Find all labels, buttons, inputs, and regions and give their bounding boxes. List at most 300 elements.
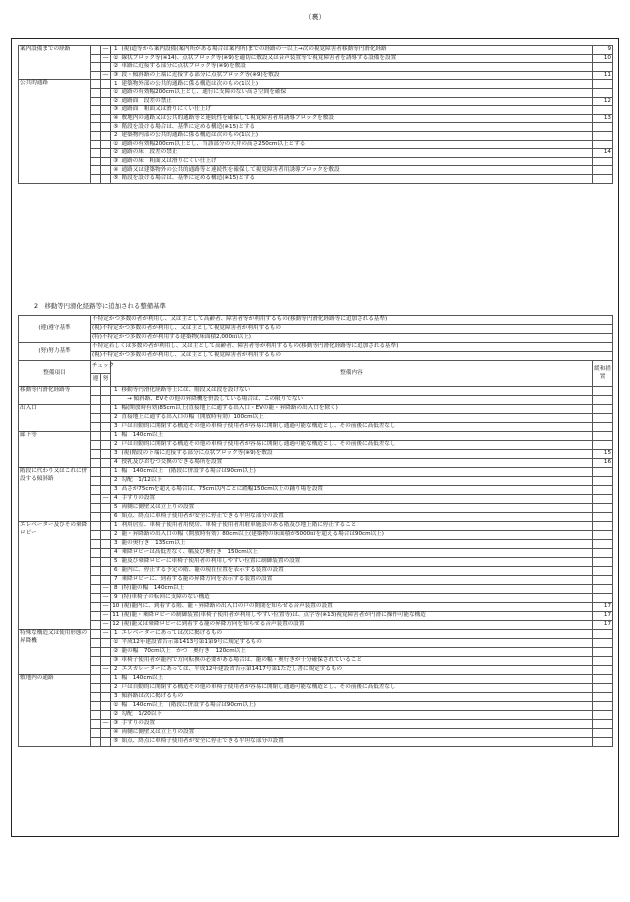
check-mandatory-cell[interactable] xyxy=(91,594,101,603)
check-mandatory-cell[interactable] xyxy=(91,63,101,72)
check-effort-cell[interactable]: ― xyxy=(101,666,111,675)
legend-mandatory-row-1 xyxy=(19,316,613,325)
item-number: ③ xyxy=(111,720,121,729)
legend-mandatory-line: (特)不特定かつ多数の者が利用する建築物(床面積2,000㎡以上) xyxy=(91,334,613,343)
check-mandatory-cell[interactable] xyxy=(91,54,101,63)
check-effort-cell[interactable] xyxy=(101,387,111,396)
check-mandatory-cell[interactable] xyxy=(91,131,101,140)
item-number: ① xyxy=(111,702,121,711)
table-row xyxy=(19,558,613,567)
legend-mandatory-line: (視)不特定かつ多数の者が利用し、又は主として視覚障害者が利用するもの xyxy=(91,325,613,334)
item-text: 平成12年建設省告示第1413号第1第9号に規定するもの xyxy=(121,639,593,648)
item-text: 籠・昇降路の出入口の幅（開放時有効）80cm以上(建築物の床面積が5000㎡を超える場合は90cm以上) xyxy=(121,531,593,540)
header-check-effort: 努 xyxy=(101,374,111,387)
check-mandatory-cell[interactable] xyxy=(91,675,101,684)
item-number: ② xyxy=(111,648,121,657)
item-number: 3 xyxy=(111,693,121,702)
item-text: 手すりの設置 xyxy=(121,495,593,504)
item-text: 幅(開放時有効)85cm以上(直接地上に通ずる出入口・EVの籠・昇降路の出入口を除く) xyxy=(121,405,593,414)
item-text: (視)籠又は乗降ロビーに到着する籠の昇降方向を知らせる音声装置の設置 xyxy=(121,621,593,630)
relief-page-cell xyxy=(593,106,613,115)
item-number: 4 xyxy=(111,495,121,504)
item-text: 建築物内部の公共的通路に係る構造は次のもの(1以上) xyxy=(121,131,593,140)
relief-page-cell: 16 xyxy=(593,459,613,468)
check-mandatory-cell[interactable] xyxy=(91,666,101,675)
check-mandatory-cell[interactable] xyxy=(91,522,101,531)
item-number: 1 xyxy=(111,522,121,531)
item-text: 階段を設ける場合は、基準に定める構造(※15)とする xyxy=(121,174,593,183)
relief-page-cell xyxy=(593,486,613,495)
check-effort-cell[interactable]: ― xyxy=(101,603,111,612)
relief-page-cell: 13 xyxy=(593,114,613,123)
item-number: 2 xyxy=(111,441,121,450)
category-cell: 公共的通路 xyxy=(19,80,91,183)
check-effort-cell[interactable] xyxy=(101,702,111,711)
relief-page-cell xyxy=(593,396,613,405)
item-text: 幅 140cm以上 (階段に併設する場合は90cm以上) xyxy=(121,468,593,477)
relief-page-cell xyxy=(593,540,613,549)
check-mandatory-cell[interactable] xyxy=(91,711,101,720)
relief-page-cell xyxy=(593,504,613,513)
check-effort-cell[interactable] xyxy=(101,531,111,540)
table-row xyxy=(19,423,613,432)
check-effort-cell[interactable] xyxy=(101,174,111,183)
check-mandatory-cell[interactable] xyxy=(91,648,101,657)
check-effort-cell[interactable] xyxy=(101,423,111,432)
item-text: 乗降ロビーは高低差なく、幅及び奥行き 150cm以上 xyxy=(121,549,593,558)
check-mandatory-cell[interactable] xyxy=(91,531,101,540)
item-number: 1 xyxy=(111,675,121,684)
table-row xyxy=(19,549,613,558)
relief-page-cell xyxy=(593,567,613,576)
relief-page-cell xyxy=(593,594,613,603)
item-number: 2 xyxy=(111,531,121,540)
check-mandatory-cell[interactable] xyxy=(91,97,101,106)
item-text: 高さが75cmを超える場合は、75cm以内ごとに踏幅150cm以上の踊り場を設置 xyxy=(121,486,593,495)
table-row xyxy=(19,140,613,149)
relief-page-cell xyxy=(593,513,613,522)
check-effort-cell[interactable] xyxy=(101,114,111,123)
table-row xyxy=(19,166,613,175)
table-row xyxy=(19,522,613,531)
check-effort-cell[interactable] xyxy=(101,123,111,132)
check-mandatory-cell[interactable] xyxy=(91,157,101,166)
relief-page-cell xyxy=(593,495,613,504)
table-row xyxy=(19,729,613,738)
check-mandatory-cell[interactable] xyxy=(91,459,101,468)
item-number: 6 xyxy=(111,513,121,522)
relief-page-cell: 17 xyxy=(593,603,613,612)
category-cell: 移動等円滑化経路等 xyxy=(19,387,91,405)
relief-page-cell xyxy=(593,423,613,432)
item-number: ② xyxy=(111,63,121,72)
check-mandatory-cell[interactable] xyxy=(91,432,101,441)
check-mandatory-cell[interactable] xyxy=(91,612,101,621)
item-text: 通路又は建築物外の公共的通路等と連続性を確保して視覚障害者用誘導ブロックを敷設 xyxy=(121,166,593,175)
check-mandatory-cell[interactable] xyxy=(91,549,101,558)
item-number: ③ xyxy=(111,657,121,666)
table-row xyxy=(19,702,613,711)
legend-mandatory-row-2 xyxy=(19,325,613,334)
check-mandatory-cell[interactable] xyxy=(91,46,101,55)
check-mandatory-cell[interactable] xyxy=(91,149,101,158)
table-row xyxy=(19,738,613,747)
table-row xyxy=(19,603,613,612)
check-effort-cell[interactable] xyxy=(101,149,111,158)
check-effort-cell[interactable] xyxy=(101,157,111,166)
table-row xyxy=(19,441,613,450)
check-mandatory-cell[interactable] xyxy=(91,729,101,738)
header-check-mandatory: 遵 xyxy=(91,374,101,387)
relief-page-cell xyxy=(593,387,613,396)
item-number: ① xyxy=(111,639,121,648)
item-text: 通路の床 段差の禁止 xyxy=(121,149,593,158)
check-effort-cell[interactable] xyxy=(101,684,111,693)
item-text: 手すりの設置 xyxy=(121,720,593,729)
legend-effort-row-2 xyxy=(19,352,613,361)
relief-page-cell xyxy=(593,140,613,149)
item-number: 3 xyxy=(111,423,121,432)
item-number: 3 xyxy=(111,486,121,495)
relief-page-cell xyxy=(593,693,613,702)
table-row xyxy=(19,693,613,702)
item-number: ⑤ xyxy=(111,738,121,747)
check-effort-cell[interactable] xyxy=(101,131,111,140)
table-row xyxy=(19,54,613,63)
check-mandatory-cell[interactable] xyxy=(91,468,101,477)
item-number: 2 xyxy=(111,414,121,423)
item-text: 階段を設ける場合は、基準に定める構造(※15)とする xyxy=(121,123,593,132)
check-effort-cell[interactable] xyxy=(101,88,111,97)
table-row xyxy=(19,684,613,693)
item-text: 始点、終点に車椅子使用者が安全に停止できる平坦な部分の設置 xyxy=(121,513,593,522)
check-effort-cell[interactable] xyxy=(101,432,111,441)
item-number: 2 xyxy=(111,666,121,675)
check-effort-cell[interactable]: ― xyxy=(101,720,111,729)
table-row xyxy=(19,576,613,585)
check-mandatory-cell[interactable] xyxy=(91,603,101,612)
relief-page-cell xyxy=(593,522,613,531)
check-mandatory-cell[interactable] xyxy=(91,738,101,747)
legend-effort-line: 不特定若しくは多数の者が利用し、又は主として高齢者、障害者等が利用するもの(移動等円滑化経路等に追加される基準) xyxy=(91,343,613,352)
check-effort-cell[interactable] xyxy=(101,63,111,72)
check-effort-cell[interactable] xyxy=(101,513,111,522)
check-mandatory-cell[interactable] xyxy=(91,585,101,594)
item-number: 11 xyxy=(111,612,121,621)
check-mandatory-cell[interactable] xyxy=(91,80,101,89)
check-mandatory-cell[interactable] xyxy=(91,114,101,123)
item-number: 3 xyxy=(111,450,121,459)
relief-page-cell: 12 xyxy=(593,97,613,106)
check-effort-cell[interactable] xyxy=(101,405,111,414)
relief-page-cell xyxy=(593,88,613,97)
check-mandatory-cell[interactable] xyxy=(91,88,101,97)
table-row xyxy=(19,149,613,158)
table-row xyxy=(19,123,613,132)
item-number: ② xyxy=(111,711,121,720)
check-mandatory-cell[interactable] xyxy=(91,174,101,183)
item-number: ④ xyxy=(111,166,121,175)
check-mandatory-cell[interactable] xyxy=(91,576,101,585)
check-effort-cell[interactable]: ― xyxy=(101,54,111,63)
check-effort-cell[interactable] xyxy=(101,106,111,115)
check-mandatory-cell[interactable] xyxy=(91,387,101,396)
item-number: 6 xyxy=(111,567,121,576)
item-text: 車路に近接する部分に点状ブロック等(※9)を敷設 xyxy=(121,63,593,72)
check-effort-cell[interactable] xyxy=(101,738,111,747)
check-mandatory-cell[interactable] xyxy=(91,504,101,513)
item-text: 幅 140cm以上 (階段に併設する場合は90cm以上) xyxy=(121,702,593,711)
item-number: 1 xyxy=(111,46,121,55)
check-effort-cell[interactable] xyxy=(101,549,111,558)
item-text: (視)籠内に、到着する階、籠・昇降路の出入口の戸の開閉を知らせる音声装置の設置 xyxy=(121,603,593,612)
item-number: ② xyxy=(111,97,121,106)
table-row xyxy=(19,459,613,468)
item-text: エレベーターにあっては次に掲げるもの xyxy=(121,630,593,639)
check-effort-cell[interactable]: ― xyxy=(101,585,111,594)
check-mandatory-cell[interactable] xyxy=(91,477,101,486)
header-content: 整備内容 xyxy=(111,361,593,387)
check-effort-cell[interactable] xyxy=(101,648,111,657)
table-row xyxy=(19,174,613,183)
check-effort-cell[interactable] xyxy=(101,486,111,495)
check-mandatory-cell[interactable] xyxy=(91,396,101,405)
table-row xyxy=(19,720,613,729)
table-row xyxy=(19,621,613,630)
form-frame xyxy=(11,38,619,837)
item-text: 戸は自動的に開閉する構造その他の車椅子使用者が容易に開閉し通過可能な構造とし、その前後に高低差なし xyxy=(121,423,593,432)
table-row xyxy=(19,131,613,140)
item-number: 1 xyxy=(111,630,121,639)
relief-page-cell xyxy=(593,720,613,729)
table-row xyxy=(19,585,613,594)
table-row xyxy=(19,540,613,549)
check-effort-cell[interactable]: ― xyxy=(101,495,111,504)
item-number: 1 xyxy=(111,387,121,396)
item-text: 籠の奥行き 135cm以上 xyxy=(121,540,593,549)
section-2-title: 2 移動等円滑化経路等に追加される整備基準 xyxy=(34,302,166,310)
relief-page-cell xyxy=(593,675,613,684)
relief-page-cell xyxy=(593,174,613,183)
legend-mandatory-row-3 xyxy=(19,334,613,343)
check-effort-cell[interactable] xyxy=(101,639,111,648)
item-number: ⑤ xyxy=(111,174,121,183)
item-number: 1 xyxy=(111,405,121,414)
check-mandatory-cell[interactable] xyxy=(91,450,101,459)
check-effort-cell[interactable] xyxy=(101,166,111,175)
table-row xyxy=(19,432,613,441)
check-mandatory-cell[interactable] xyxy=(91,140,101,149)
item-number: ② xyxy=(111,149,121,158)
relief-page-cell xyxy=(593,441,613,450)
relief-page-cell xyxy=(593,729,613,738)
table-row xyxy=(19,88,613,97)
item-text: 授乳及びおむつ交換のできる場所を設置 xyxy=(121,459,593,468)
item-number: 12 xyxy=(111,621,121,630)
item-text: 籠及び乗降ロビーに車椅子使用者の利用しやすい位置に制御装置の設置 xyxy=(121,558,593,567)
check-mandatory-cell[interactable] xyxy=(91,123,101,132)
item-text: 車椅子使用者が籠内で方向転換の必要がある場合は、籠の幅・奥行きが十分確保されていること xyxy=(121,657,593,666)
header-item: 整備項目 xyxy=(19,361,91,387)
item-text: → 傾斜路、EVその他の昇降機を併設している場合は、この限りでない xyxy=(121,396,593,405)
table-row xyxy=(19,80,613,89)
check-mandatory-cell[interactable] xyxy=(91,423,101,432)
check-effort-cell[interactable] xyxy=(101,558,111,567)
table-row xyxy=(19,63,613,72)
item-number: ④ xyxy=(111,114,121,123)
table-row xyxy=(19,666,613,675)
item-number: ⑤ xyxy=(111,123,121,132)
item-text: 籠の幅 70cm以上 かつ 奥行き 120cm以上 xyxy=(121,648,593,657)
item-number: ④ xyxy=(111,729,121,738)
legend-effort-label: (努)努力基準 xyxy=(19,343,91,361)
item-number: 1 xyxy=(111,80,121,89)
category-cell: 案内設備までの経路 xyxy=(19,46,91,80)
item-text: 両側に側壁又は立上りの設置 xyxy=(121,504,593,513)
check-mandatory-cell[interactable] xyxy=(91,702,101,711)
item-text: 籠内に、停止する予定の階、籠の現在位置を表示する装置の設置 xyxy=(121,567,593,576)
legend-mandatory-line: 不特定かつ多数の者が利用し、又は主として高齢者、障害者等が利用するもの(移動等円滑化経路等に追加される基準) xyxy=(91,316,613,325)
category-cell: 廊下等 xyxy=(19,432,91,468)
item-number: 8 xyxy=(111,585,121,594)
table-row xyxy=(19,531,613,540)
item-text: 傾斜路は次に掲げるもの xyxy=(121,693,593,702)
table-row xyxy=(19,657,613,666)
item-text: (特)車椅子の転回に支障のない構造 xyxy=(121,594,593,603)
relief-page-cell xyxy=(593,131,613,140)
check-effort-cell[interactable] xyxy=(101,675,111,684)
check-mandatory-cell[interactable] xyxy=(91,684,101,693)
check-mandatory-cell[interactable] xyxy=(91,414,101,423)
item-text: 勾配 1/12以下 xyxy=(121,477,593,486)
check-mandatory-cell[interactable] xyxy=(91,558,101,567)
check-mandatory-cell[interactable] xyxy=(91,639,101,648)
check-effort-cell[interactable]: ― xyxy=(101,630,111,639)
check-effort-cell[interactable]: ― xyxy=(101,594,111,603)
check-effort-cell[interactable] xyxy=(101,140,111,149)
item-text: 戸は自動的に開閉する構造その他の車椅子使用者が容易に開閉し通過可能な構造とし、その前後に高低差なし xyxy=(121,441,593,450)
relief-page-cell xyxy=(593,414,613,423)
check-effort-cell[interactable] xyxy=(101,504,111,513)
item-number: 5 xyxy=(111,504,121,513)
check-mandatory-cell[interactable] xyxy=(91,166,101,175)
check-mandatory-cell[interactable] xyxy=(91,540,101,549)
relief-page-cell xyxy=(593,166,613,175)
check-effort-cell[interactable] xyxy=(101,522,111,531)
check-effort-cell[interactable] xyxy=(101,459,111,468)
check-mandatory-cell[interactable] xyxy=(91,621,101,630)
check-effort-cell[interactable] xyxy=(101,396,111,405)
check-effort-cell[interactable] xyxy=(101,477,111,486)
check-effort-cell[interactable] xyxy=(101,441,111,450)
item-number: 7 xyxy=(111,576,121,585)
relief-page-cell: 14 xyxy=(593,149,613,158)
check-effort-cell[interactable] xyxy=(101,450,111,459)
check-mandatory-cell[interactable] xyxy=(91,495,101,504)
check-mandatory-cell[interactable] xyxy=(91,71,101,80)
check-effort-cell[interactable] xyxy=(101,540,111,549)
relief-page-cell xyxy=(593,405,613,414)
item-text: 利用居室、車椅子使用者用便房、車椅子使用者用駐車施設のある階及び地上階に停止すること xyxy=(121,522,593,531)
check-effort-cell[interactable] xyxy=(101,729,111,738)
check-mandatory-cell[interactable] xyxy=(91,630,101,639)
item-number: ③ xyxy=(111,106,121,115)
relief-page-cell xyxy=(593,576,613,585)
item-text: 直接地上に通ずる出入口の幅（開放時有効）100cm以上 xyxy=(121,414,593,423)
item-text: 敷地内の通路又は公共的通路等と連続性を確保して視覚障害者用誘導ブロックを敷設 xyxy=(121,114,593,123)
item-number: 1 xyxy=(111,468,121,477)
check-mandatory-cell[interactable] xyxy=(91,513,101,522)
check-effort-cell[interactable] xyxy=(101,657,111,666)
relief-page-cell: 15 xyxy=(593,450,613,459)
table-row xyxy=(19,97,613,106)
check-effort-cell[interactable]: ― xyxy=(101,612,111,621)
item-number: ① xyxy=(111,88,121,97)
item-number: 9 xyxy=(111,594,121,603)
item-text: 段・傾斜路の上端に近接する部分に点状ブロック等(※9)を敷設 xyxy=(121,71,593,80)
item-text: (視)籠・乗降ロビーの制御装置(車椅子使用者が利用しやすい位置等)は、点字等(※13)視覚障害者が円滑に操作可能な構造 xyxy=(121,612,593,621)
check-effort-cell[interactable] xyxy=(101,576,111,585)
table-row xyxy=(19,486,613,495)
relief-page-cell xyxy=(593,63,613,72)
check-effort-cell[interactable] xyxy=(101,414,111,423)
check-mandatory-cell[interactable] xyxy=(91,720,101,729)
item-number: ① xyxy=(111,140,121,149)
check-effort-cell[interactable] xyxy=(101,468,111,477)
item-text: 勾配 1/20以下 xyxy=(121,711,593,720)
table-row xyxy=(19,71,613,80)
category-cell: 出入口 xyxy=(19,405,91,432)
item-text: 通路面 段差の禁止 xyxy=(121,97,593,106)
table-row xyxy=(19,567,613,576)
relief-page-cell xyxy=(593,639,613,648)
item-text: 戸は自動的に開閉する構造その他の車椅子使用者が容易に開閉し通過可能な構造とし、その前後に高低差なし xyxy=(121,684,593,693)
check-effort-cell[interactable] xyxy=(101,80,111,89)
item-text: 通路の有効幅200cm以上とし、当該部分の天井の高さ250cm以上とする xyxy=(121,140,593,149)
check-mandatory-cell[interactable] xyxy=(91,441,101,450)
check-mandatory-cell[interactable] xyxy=(91,486,101,495)
table-row xyxy=(19,612,613,621)
check-mandatory-cell[interactable] xyxy=(91,693,101,702)
check-mandatory-cell[interactable] xyxy=(91,657,101,666)
check-mandatory-cell[interactable] xyxy=(91,405,101,414)
check-effort-cell[interactable]: ― xyxy=(101,46,111,55)
table-row xyxy=(19,414,613,423)
item-text: 幅 140cm以上 xyxy=(121,432,593,441)
accessibility-table-1 xyxy=(18,45,613,184)
item-number: ③ xyxy=(111,71,121,80)
check-effort-cell[interactable] xyxy=(101,711,111,720)
item-number: ① xyxy=(111,54,121,63)
check-effort-cell[interactable] xyxy=(101,693,111,702)
check-effort-cell[interactable] xyxy=(101,567,111,576)
relief-page-cell xyxy=(593,630,613,639)
item-number: 3 xyxy=(111,540,121,549)
check-mandatory-cell[interactable] xyxy=(91,567,101,576)
item-number xyxy=(111,396,121,405)
relief-page-cell: 11 xyxy=(593,71,613,80)
check-mandatory-cell[interactable] xyxy=(91,106,101,115)
item-text: エスカレーターにあっては、平成12年建設省告示第1417号第1ただし書に規定するもの xyxy=(121,666,593,675)
check-effort-cell[interactable]: ― xyxy=(101,621,111,630)
item-text: 通路の床 粗面又は滑りにくい仕上げ xyxy=(121,157,593,166)
check-effort-cell[interactable] xyxy=(101,97,111,106)
check-effort-cell[interactable]: ― xyxy=(101,71,111,80)
table-row xyxy=(19,630,613,639)
item-number: 1 xyxy=(111,432,121,441)
relief-page-cell xyxy=(593,123,613,132)
relief-page-cell xyxy=(593,657,613,666)
